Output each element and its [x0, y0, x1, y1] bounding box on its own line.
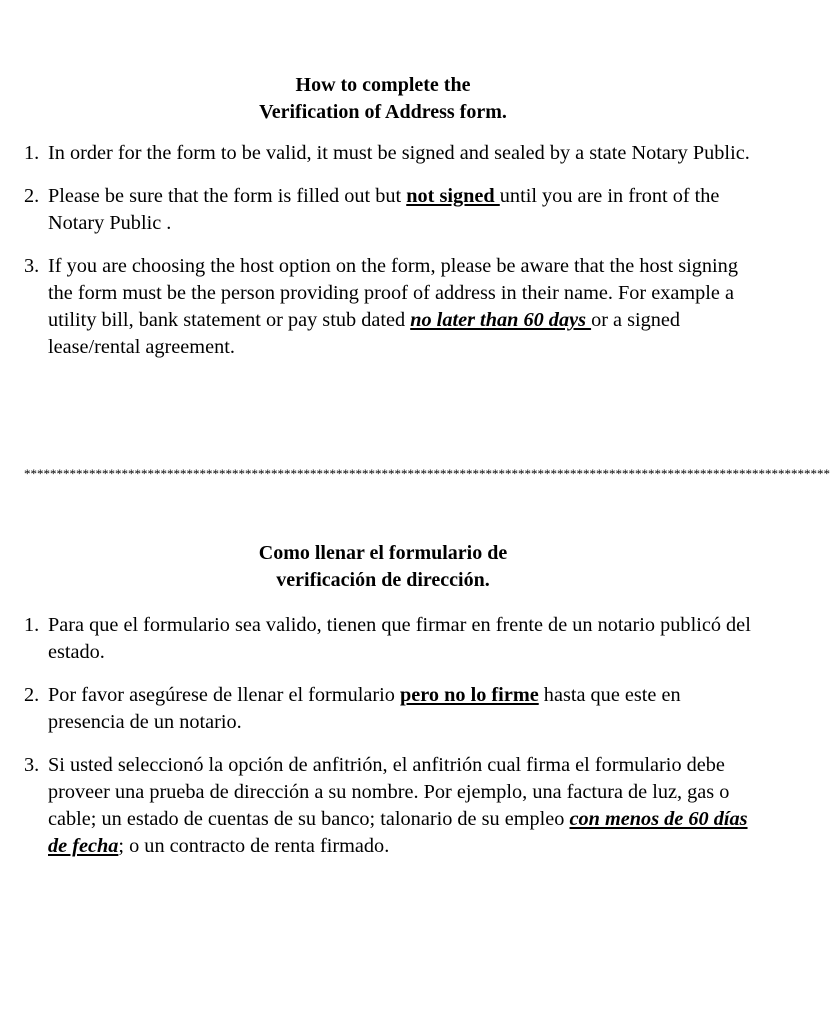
- emphasis-no-later-than: no later than 60 days: [410, 309, 592, 331]
- emphasis-con-menos-de-60-dias: con menos de 60 días de fecha: [48, 808, 748, 857]
- spanish-title: [0, 540, 766, 594]
- english-instructions-list: [24, 140, 754, 377]
- item-number: 1.: [24, 614, 40, 636]
- item-text-before: Por favor asegúrese de llenar el formulario: [48, 684, 400, 706]
- item-text-after: ; o un contracto de renta firmado.: [118, 835, 390, 857]
- item-text-before: If you are choosing the host option on the form, please be aware that the host signing the form must be the person providing proof of address in their name. For example a utility bill, bank statement or pay stub dated: [48, 255, 738, 331]
- spanish-item-3: [24, 752, 754, 860]
- emphasis-pero-no-lo-firme: pero no lo firme: [399, 684, 539, 706]
- item-text-before: Please be sure that the form is filled out but: [48, 185, 407, 207]
- item-number: 3.: [24, 754, 40, 776]
- english-item-1: [24, 140, 754, 167]
- item-number: 2.: [24, 185, 40, 207]
- item-number: 1.: [24, 142, 40, 164]
- item-text-after: until you are in front of the Notary Public .: [48, 185, 720, 234]
- asterisk-divider: ****************************************************************************************************************************: [24, 466, 830, 481]
- item-text-before: Si usted seleccionó la opción de anfitrión, el anfitrión cual firma el formulario debe proveer una prueba de dirección a su nombre. Por ejemplo, una factura de luz, gas o cable; un estado de cuentas de su banco; talonario de su empleo: [48, 754, 730, 830]
- item-text: In order for the form to be valid, it must be signed and sealed by a state Notary Public.: [48, 142, 750, 164]
- english-title: [0, 72, 766, 126]
- english-item-2: [24, 183, 754, 237]
- spanish-item-2: [24, 682, 754, 736]
- spanish-title-line-2: verificación de dirección.: [276, 569, 490, 591]
- item-number: 2.: [24, 684, 40, 706]
- english-title-line-2: Verification of Address form.: [259, 101, 507, 123]
- spanish-instructions-list: [24, 612, 754, 876]
- english-title-line-1: How to complete the: [295, 74, 471, 96]
- item-text: Para que el formulario sea valido, tienen que firmar en frente de un notario publicó del estado.: [48, 614, 751, 663]
- item-text-after: or a signed lease/rental agreement.: [48, 309, 681, 358]
- emphasis-not-signed: not signed: [406, 185, 500, 207]
- item-text-after: hasta que este en presencia de un notario.: [48, 684, 681, 733]
- spanish-title-line-1: Como llenar el formulario de: [258, 542, 508, 564]
- english-item-3: [24, 253, 754, 361]
- spanish-item-1: [24, 612, 754, 666]
- item-number: 3.: [24, 255, 40, 277]
